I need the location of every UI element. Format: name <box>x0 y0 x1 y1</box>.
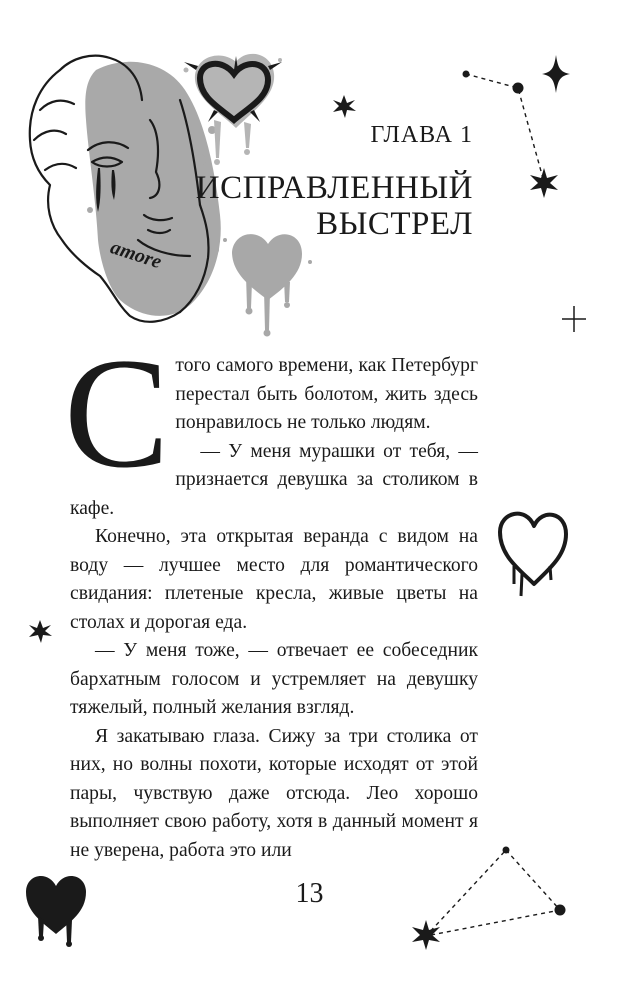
paragraph: Я закатываю глаза. Сижу за три столика от них, но волны похоти, которые исходят от этой пары, чувствую даже отсюда. Лео хорошо выполняет свою работу, хотя в данный момент я не уверена, работа это или <box>70 725 478 861</box>
chapter-title-line: ВЫСТРЕЛ <box>316 206 473 242</box>
chapter-title <box>196 170 473 242</box>
body-text <box>64 326 478 865</box>
star-icon <box>333 95 356 118</box>
chapter-title-line: ИСПРАВЛЕННЫЙ <box>195 170 473 206</box>
constellation-icon <box>463 71 559 199</box>
paragraph-text: того самого времени, как Петербург перестал быть болотом, жить здесь понравилось не только людям. <box>175 355 478 433</box>
dripping-heart-outline-icon <box>500 514 566 596</box>
paragraph: Конечно, эта открытая веранда с видом на воду — лучшее место для романтического свидания: плетеные кресла, живые цветы на столах и дорогая еда. <box>70 526 478 633</box>
four-point-star-icon <box>542 55 570 93</box>
chapter-label: ГЛАВА 1 <box>370 122 473 148</box>
cross-star-icon <box>562 306 586 332</box>
tattoo-text: amore <box>107 236 165 274</box>
gray-heart-icon <box>223 234 312 336</box>
paragraph: — У меня тоже, — отвечает ее собеседник бархатным голосом и устремляет на девушку тяжелый, полный желания взгляд. <box>70 640 478 718</box>
paragraph: — У меня мурашки от тебя, — признается девушка за столиком в кафе. <box>70 440 478 519</box>
drop-cap: С <box>64 326 170 501</box>
page-number: 13 <box>295 878 324 909</box>
star-icon <box>29 620 52 643</box>
